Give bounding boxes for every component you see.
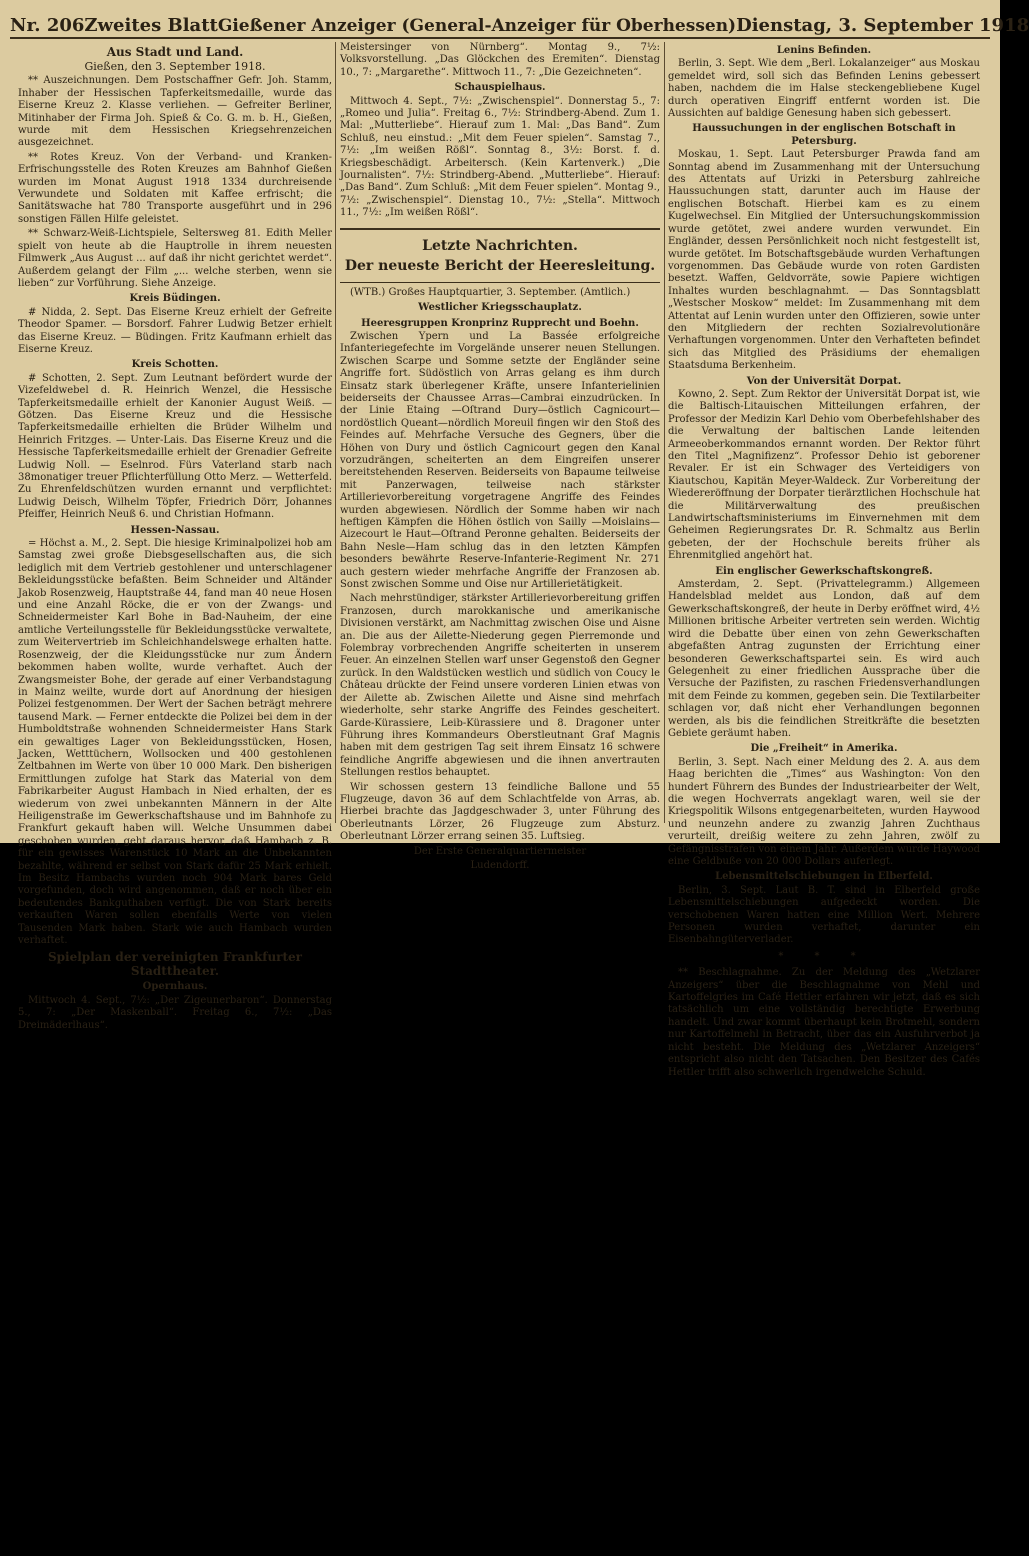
- subheading: Lenins Befinden.: [776, 45, 872, 56]
- masthead-rule: [10, 37, 990, 39]
- issue-number: Nr. 206: [10, 15, 85, 36]
- issue-date: Dienstag, 3. September 1918: [736, 15, 1029, 36]
- subheading: Kreis Schotten.: [131, 359, 219, 371]
- report-heading: Der neueste Bericht der Heeresleitung.: [344, 257, 656, 274]
- signature-name: Ludendorff.: [470, 859, 530, 871]
- latest-news-box: [340, 228, 660, 283]
- subheading: Westlicher Kriegsschauplatz.: [418, 302, 582, 314]
- subheading: Opernhaus.: [142, 981, 208, 993]
- masthead: [10, 8, 1029, 36]
- article-paragraph: ** Rotes Kreuz. Von der Verband- und Kranken-Erfrischungsstelle des Roten Kreuzes am Bahnhof Gießen wurden im Monat August 1918 1334 durchreisende Verwundete und Soldaten mit Kaffee erfrischt; die Sanitätswache hat 780 Transporte ausgeführt und in 296 sonstigen Fällen Hilfe geleistet.: [18, 151, 332, 225]
- article-paragraph: Mittwoch 4. Sept., 7½: „Der Zigeunerbaron“. Donnerstag 5., 7: „Der Maskenball“. Freitag 6., 7½: „Das Dreimäderlhaus“.: [18, 994, 332, 1031]
- subheading: Hessen-Nassau.: [130, 524, 220, 536]
- article-paragraph: ** Beschlagnahme. Zu der Meldung des „Wetzlarer Anzeigers“ über die Beschlagnahme von Mehl und Kartoffelgries im Café Hettler erfahren wir jetzt, daß es sich tatsächlich um eine vollständig berechtigte Erwerbung handelt. Und zwar kommt überhaupt kein Brotmehl, sondern nur Kartoffelmehl in Betracht, über das ein Ausfuhrverbot ja nicht besteht. Die Meldung des „Wetzlarer Anzeigers“ entspricht also nicht den Tatsachen. Den Besitzer des Cafés Hettler trifft also schwerlich irgendwelche Schuld.: [668, 967, 980, 1078]
- subheading: Von der Universität Dorpat.: [746, 375, 902, 387]
- article-paragraph: ** Schwarz-Weiß-Lichtspiele, Seltersweg 81. Edith Meller spielt von heute ab die Hauptrolle in ihrem neuesten Filmwerk „Aus August ... auf daß ihr nicht gerichtet werdet“. Außerdem gelangt der Film „... welche sterben, wenn sie lieben“ zur Vorführung. Siehe Anzeige.: [18, 228, 332, 289]
- newspaper-title: Gießener Anzeiger (General-Anzeiger für Oberhessen): [217, 16, 737, 36]
- subheading: Lebensmittelschiebungen in Elberfeld.: [715, 871, 933, 883]
- article-paragraph: Nach mehrstündiger, stärkster Artillerievorbereitung griffen Franzosen, durch marokkanische und amerikanische Divisionen verstärkt, am Nachmittag zwischen Oise und Aisne an. Die aus der Ailette-Niederung gegen Pierremonde und Folembray vorbrechenden Angriffe scheiterten in unserem Feuer. An einzelnen Stellen warf unser Gegenstoß den Gegner zurück. In den Waldstücken westlich und südlich von Coucy le Château drückte der Feind unsere vorderen Linien etwas von der Ailette ab. Zwischen Ailette und Aisne sind mehrfach wiederholte, sehr starke Angriffe des Feindes gescheitert. Garde-Kürassiere, Leib-Kürassiere und 8. Dragoner unter Führung ihres Kommandeurs Oberstleutnant Graf Magnis haben mit dem gestrigen Tag seit ihrem Einsatz 16 schwere feindliche Angriffe abgewiesen und die ihnen anvertrauten Stellungen restlos behauptet.: [340, 593, 660, 779]
- subheading: Heeresgruppen Kronprinz Rupprecht und Boehn.: [361, 317, 639, 329]
- subheading: Schauspielhaus.: [454, 82, 546, 94]
- article-paragraph: Wir schossen gestern 13 feindliche Ballone und 55 Flugzeuge, davon 36 auf dem Schlachtfelde von Arras, ab. Hierbei brachte das Jagdgeschwader 3, unter Führung des Oberleutnants Lörzer, 26 Flugzeuge zum Absturz. Oberleutnant Lörzer errang seinen 35. Luftsieg.: [340, 781, 660, 843]
- column-latest-news: [340, 42, 660, 871]
- article-paragraph: Moskau, 1. Sept. Laut Petersburger Prawda fand am Sonntag abend im Zusammenhang mit der Untersuchung des Attentats auf Urizki in Petersburg zahlreiche Haussuchungen statt, darunter auch im Hause der englischen Botschaft. Hierbei kam es zu einem Kugelwechsel. Ein Mitglied der Untersuchungskommission wurde getötet, zwei andere wurden verwundet. Ein Engländer, dessen Persönlichkeit noch nicht festgestellt ist, wurde getötet. Im Botschaftsgebäude wurden Verhaftungen vorgenommen. Das Gebäude wurde von roten Gardisten besetzt. Waffen, Geldvorräte, sowie Papiere wichtigen Inhaltes wurden beschlagnahmt. — Das Sonntagsblatt „Westscher Moskow“ meldet: Im Zusammenhang mit dem Attentat auf Lenin wurden unter den Offizieren, sowie unter den Mitgliedern der rechten Sozialrevolutionäre Verhaftungen vorgenommen. Unter den Verhafteten befindet sich das Mitglied des Präsidiums der ehemaligen Staatsduma Berkenheim.: [668, 149, 980, 372]
- theater-heading: Spielplan der vereinigten Frankfurter Stadttheater.: [48, 950, 302, 979]
- article-paragraph: Berlin, 3. Sept. Laut B. T. sind in Elberfeld große Lebensmittelschiebungen aufgedeckt worden. Die verschobenen Waren hatten eine Million Wert. Mehrere Personen wurden verhaftet, darunter ein Eisenbahngüterverlader.: [668, 884, 980, 946]
- subheading: Haussuchungen in der englischen Botschaft in Petersburg.: [692, 123, 956, 147]
- article-paragraph: # Nidda, 2. Sept. Das Eiserne Kreuz erhielt der Gefreite Theodor Spamer. — Borsdorf. Fahrer Ludwig Betzer erhielt das Eiserne Kreuz. — Büdingen. Fritz Kaufmann erhielt das Eiserne Kreuz.: [18, 306, 332, 355]
- section-heading: Letzte Nachrichten.: [422, 237, 578, 254]
- wire-dateline: (WTB.) Großes Hauptquartier, 3. September. (Amtlich.): [350, 286, 631, 298]
- column-local-news: [18, 42, 332, 1031]
- article-paragraph: Meistersinger von Nürnberg“. Montag 9., 7½: Volksvorstellung. „Das Glöckchen des Eremiten“. Dienstag 10., 7: „Margarethe“. Mittwoch 11., 7: „Die Gezeichneten“.: [340, 42, 660, 78]
- article-paragraph: Berlin, 3. Sept. Nach einer Meldung des 2. A. aus dem Haag berichten die „Times“ aus Washington: Von den hundert Führern des Bundes der Industriearbeiter der Welt, die wegen Hochverrats angeklagt waren, weil sie der Kriegspolitik Wilsons entgegenarbeiteten, wurden Haywood und neunzehn andere zu zwanzig Jahren Zuchthaus verurteilt, dreißig weitere zu zehn Jahren, zwölf zu Gefängnisstrafen von einem Jahr. Außerdem wurde Haywood eine Geldbuße von 20 000 Dollars auferlegt.: [668, 756, 980, 867]
- article-paragraph: Berlin, 3. Sept. Wie dem „Berl. Lokalanzeiger“ aus Moskau gemeldet wird, soll sich das Befinden Lenins gebessert haben, nachdem die im Halse steckengebliebene Kugel durch operativen Eingriff entfernt worden ist. Die Aussichten auf baldige Genesung haben sich gebessert.: [668, 58, 980, 120]
- separator-stars: * * *: [778, 950, 870, 962]
- column-divider: [335, 42, 336, 823]
- article-paragraph: Kowno, 2. Sept. Zum Rektor der Universität Dorpat ist, wie die Baltisch-Litauischen Mitteilungen erfahren, der Professor der Medizin Karl Dehio vom Oberbefehlshaber des die Verwaltung der baltischen Lande leitenden Armeeoberkommandos ernannt worden. Der Rektor führt den Titel „Magnifizenz“. Professor Dehio ist geborener Revaler. Er ist ein Schwager des Verteidigers von Kiautschou, Kapitän Meyer-Waldeck. Zur Vorbereitung der Wiedereröffnung der Dorpater tierärztlichen Hochschule hat die Militärverwaltung des preußischen Landwirtschaftsministeriums im Einvernehmen mit dem Geheimen Regierungsrates Dr. R. Schmaltz aus Berlin gebeten, der der Hochschule bereits früher als Ehrenmitglied angehört hat.: [668, 388, 980, 562]
- article-paragraph: ** Auszeichnungen. Dem Postschaffner Gefr. Joh. Stamm, Inhaber der Hessischen Tapferkeitsmedaille, wurde das Eiserne Kreuz 2. Klasse verliehen. — Gefreiter Berliner, Mitinhaber der Firma Joh. Spieß & Co. G. m. b. H., Gießen, wurde mit dem Hessischen Kriegsehrenzeichen ausgezeichnet.: [18, 75, 332, 149]
- subheading: Die „Freiheit“ in Amerika.: [750, 743, 898, 755]
- subheading: Ein englischer Gewerkschaftskongreß.: [715, 565, 933, 577]
- column-foreign-news: [668, 42, 980, 1078]
- article-paragraph: # Schotten, 2. Sept. Zum Leutnant befördert wurde der Vizefeldwebel d. R. Heinrich Wenzel, die Hessische Tapferkeitsmedaille erhielt der Kanonier August Weiß. — Götzen. Das Eiserne Kreuz und die Hessische Tapferkeitsmedaille erhielten die Brüder Wilhelm und Heinrich Fritzges. — Unter-Lais. Das Eiserne Kreuz und die Hessische Tapferkeitsmedaille erhielt der Grenadier Gefreite Ludwig Noll. — Eselnrod. Fürs Vaterland starb nach 38monatiger treuer Pflichterfüllung Otto Merz. — Wetterfeld. Zu Ehrenfeldschützen wurden ernannt und verpflichtet: Ludwig Deisch, Wilhelm Töpfer, Friedrich Dörr, Johannes Pfeiffer, Heinrich Neuß 6. und Christian Hofmann.: [18, 372, 332, 521]
- section-heading: Aus Stadt und Land.: [106, 45, 244, 59]
- article-paragraph: = Höchst a. M., 2. Sept. Die hiesige Kriminalpolizei hob am Samstag zwei große Diebsgesellschaften aus, die sich lediglich mit dem Vertrieb gestohlener und unterschlagener Bekleidungsstücke befaßten. Beim Schneider und Altänder Jakob Rosenzweig, Hauptstraße 44, fand man 40 neue Hosen und eine Anzahl Röcke, die er von der Zwangs- und Schneidermeister Karl Bohe in Bad-Nauheim, der eine amtliche Verteilungsstelle für Bekleidungsstücke verwaltete, zum Weitervertrieb im Schleichhandelswege erhalten hatte. Rosenzweig, der die Kleidungsstücke nur zum Ändern bekommen haben wollte, wurde verhaftet. Auch der Zwangsmeister Bohe, der gerade auf einer Verbandstagung in Mainz weilte, wurde dort auf Anordnung der hiesigen Polizei festgenommen. Der Wert der Sachen beträgt mehrere tausend Mark. — Ferner entdeckte die Polizei bei dem in der Humboldtstraße wohnenden Schneidermeister Hans Stark ein gewaltiges Lager von Bekleidungsstücken, Hosen, Jacken, Wetttüchern, Wollsocken und 400 gestohlenen Zeltbahnen im Werte von über 10 000 Mark. Den bisherigen Ermittlungen zufolge hat Stark das Material von dem Fabrikarbeiter August Hambach in Nied erhalten, der es wiederum von zwei unbekannten Männern in der Alte Heiligenstraße im Gewerkschaftshause und im Bahnhofe zu Frankfurt gekauft haben will. Welche Unsummen dabei geschoben wurden, geht daraus hervor, daß Hambach z. B. für ein gewisses Warenstück 10 Mark an die Unbekannten bezahlte, während er selbst von Stark dafür 25 Mark erhielt. Im Besitz Hambachs wurden noch 904 Mark bares Geld vorgefunden, doch wird angenommen, daß er noch über ein bedeutendes Bankguthaben verfügt. Die von Stark bereits verkauften Waren sollen ebenfalls Werte von vielen Tausenden Mark haben. Stark wie auch Hambach wurden verhaftet.: [18, 538, 332, 947]
- article-paragraph: Amsterdam, 2. Sept. (Privattelegramm.) Allgemeen Handelsblad meldet aus London, daß auf dem Gewerkschaftskongreß, der heute in Derby eröffnet wird, 4½ Millionen britische Arbeiter vertreten sein werden. Wichtig wird die Debatte über einen von zehn Gewerkschaften abgefaßten Antrag zugunsten der Errichtung einer besonderen Gewerkschaftspartei sein. Es wird auch Gelegenheit zu einer friedlichen Aussprache über die Versuche der Pazifisten, zu raschen Friedensverhandlungen mit dem Feinde zu kommen, gegeben sein. Die Textilarbeiter schlagen vor, daß nicht eher Verhandlungen begonnen werden, als bis die feindlichen Streitkräfte die besetzten Gebiete geräumt haben.: [668, 579, 980, 739]
- subheading: Kreis Büdingen.: [129, 293, 221, 305]
- article-paragraph: Zwischen Ypern und La Bassée erfolgreiche Infanteriegefechte im Vorgelände unserer neuen Stellungen. Zwischen Scarpe und Somme setzte der Engländer seine Angriffe fort. Südöstlich von Arras gelang es ihm durch Einsatz stark überlegener Kräfte, unsere Infanterielinien beiderseits der Chaussee Arras—Cambrai einzudrücken. In der Linie Etaing —Oſtrand Dury—östlich Cagnicourt—nordöstlich Queant—nördlich Moreuil fingen wir den Stoß des Feindes auf. Mehrfache Versuche des Gegners, über die Höhen von Dury und östlich Cagnicourt gegen den Kanal vorzudrängen, scheiterten an dem Eingreifen unserer bereitstehenden Reserven. Beiderseits von Bapaume teilweise mit Panzerwagen, teilweise nach stärkster Artillerievorbereitung vorgetragene Angriffe des Feindes wurden abgewiesen. Nördlich der Somme haben wir nach heftigen Kämpfen die Höhen östlich von Sailly —Moislains—Aizecourt le Haut—Oſtrand Peronne gehalten. Beiderseits der Bahn Nesle—Ham schlug das in den letzten Kämpfen besonders bewährte Reserve-Infanterie-Regiment Nr. 271 auch gestern wieder mehrfache Angriffe der Franzosen ab. Sonst zwischen Somme und Oise nur Artillerietätigkeit.: [340, 330, 660, 591]
- article-paragraph: Mittwoch 4. Sept., 7½: „Zwischenspiel“. Donnerstag 5., 7: „Romeo und Julia“. Freitag 6., 7½: Strindberg-Abend. Zum 1. Mal: „Mutterliebe“. Hierauf zum 1. Mal: „Das Band“. Zum Schluß, neu einstud.: „Mit dem Feuer spielen“. Samstag 7., 7½: „Im weißen Rößl“. Sonntag 8., 3½: Borst. f. d. Kriegsbeschädigt. Arbeitersch. (Kein Kartenverk.) „Die Journalisten“. 7½: Strindberg-Abend. „Mutterliebe“. Hierauf: „Das Band“. Zum Schluß: „Mit dem Feuer spielen“. Montag 9., 7½: „Zwischenspiel“. Dienstag 10., 7½: „Stella“. Mittwoch 11., 7½: „Im weißen Rößl“.: [340, 95, 660, 219]
- signature-line: Der Erste Generalquartiermeister: [413, 845, 587, 857]
- column-divider: [664, 42, 665, 823]
- dateline: Gießen, den 3. September 1918.: [84, 60, 266, 73]
- sheet-label: Zweites Blatt: [84, 15, 218, 36]
